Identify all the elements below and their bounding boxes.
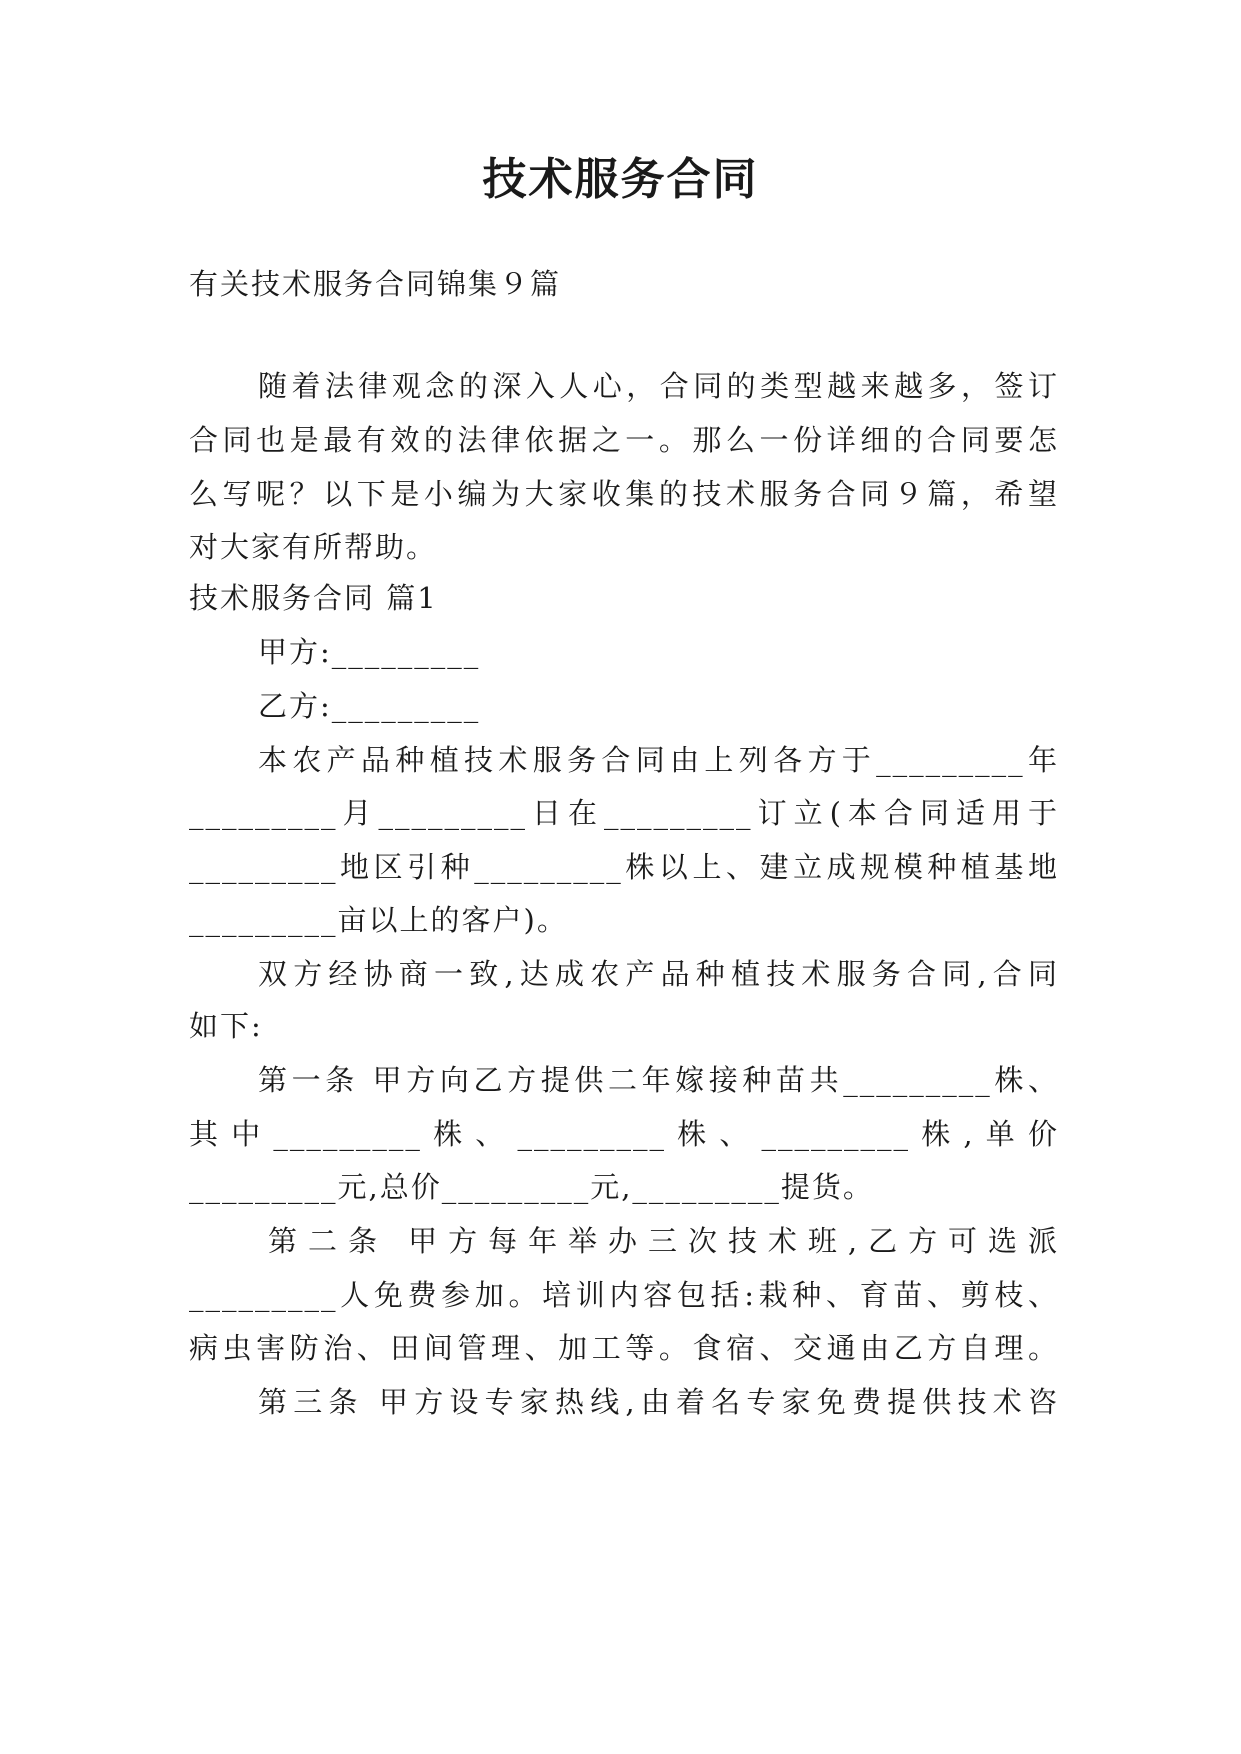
article-1-line: 第一条 甲方向乙方提供二年嫁接种苗共_________株、 xyxy=(258,1063,1059,1097)
section-heading: 技术服务合同 篇1 xyxy=(189,581,438,615)
paragraph-line: _________亩以上的客户)。 xyxy=(189,903,568,937)
paragraph-line: _________地区引种_________株以上、建立成规模种植基地 xyxy=(189,850,1059,884)
article-2-line: 第二条 甲方每年举办三次技术班,乙方可选派 xyxy=(268,1224,1059,1258)
article-3-line: 第三条 甲方设专家热线,由着名专家免费提供技术咨 xyxy=(258,1385,1059,1419)
document-subtitle: 有关技术服务合同锦集９篇 xyxy=(189,267,562,301)
paragraph-line: 双方经协商一致,达成农产品种植技术服务合同,合同 xyxy=(258,957,1059,991)
article-2-line: _________人免费参加。培训内容包括:栽种、育苗、剪枝、 xyxy=(189,1278,1059,1312)
paragraph-line: 本农产品种植技术服务合同由上列各方于_________年 xyxy=(258,743,1059,777)
paragraph-line: 如下: xyxy=(189,1009,263,1043)
article-2-line: 病虫害防治、田间管理、加工等。食宿、交通由乙方自理。 xyxy=(189,1331,1059,1365)
paragraph-line: 随着法律观念的深入人心，合同的类型越来越多，签订 xyxy=(258,369,1059,403)
party-b-line: 乙方:_________ xyxy=(258,689,481,723)
document-title: 技术服务合同 xyxy=(482,154,759,205)
party-a-line: 甲方:_________ xyxy=(258,635,481,669)
paragraph-line: _________月_________日在_________订立(本合同适用于 xyxy=(189,796,1059,830)
paragraph-line: 对大家有所帮助。 xyxy=(189,530,438,564)
article-1-line: 其中_________株、_________株、_________株,单价 xyxy=(189,1117,1059,1151)
paragraph-line: 么写呢？以下是小编为大家收集的技术服务合同９篇，希望 xyxy=(189,477,1059,511)
paragraph-line: 合同也是最有效的法律依据之一。那么一份详细的合同要怎 xyxy=(189,423,1059,457)
article-1-line: _________元,总价_________元,_________提货。 xyxy=(189,1170,874,1204)
